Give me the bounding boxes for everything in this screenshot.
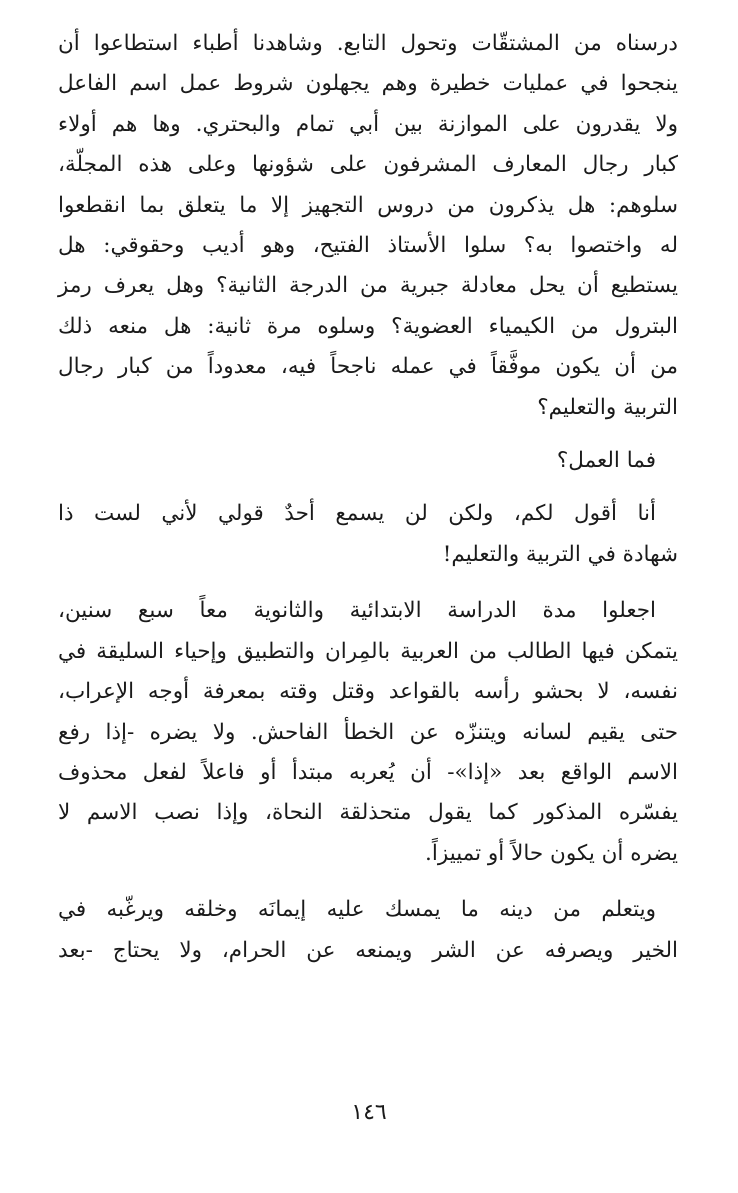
text-line: البترول من الكيمياء العضوية؟ وسلوه مرة ثانية: هل منعه ذلك [58,313,678,339]
text-line: الاسم الواقع بعد «إذا»- أن يُعربه مبتدأ أو فاعلاً لفعل محذوف [58,759,678,785]
text-line: شهادة في التربية والتعليم! [442,541,678,567]
paragraph-4 [58,591,678,874]
text-line: ويتعلم من دينه ما يمسك عليه إيمانَه وخلقه ويرغّبه في [58,897,656,923]
text-line: من أن يكون موفَّقاً في عمله ناجحاً فيه، معدوداً من كبار رجال [58,354,678,380]
text-line: يتمكن فيها الطالب من العربية بالمِران والتطبيق وإحياء السليقة في [58,638,678,664]
text-line: يضره أن يكون حالاً أو تمييزاً. [425,840,678,866]
text-line: نفسه، لا بحشو رأسه بالقواعد وقتل وقته بمعرفة أوجه الإعراب، [58,679,678,705]
paragraph-3 [58,494,678,575]
paragraph-5 [58,890,678,971]
text-line: يستطيع أن يحل معادلة جبرية من الدرجة الثانية؟ وهل يعرف رمز [58,273,678,299]
text-line: حتى يقيم لسانه ويتنزّه عن الخطأ الفاحش. ولا يضره -إذا رفع [58,719,678,745]
page-number: ١٤٦ [351,1100,387,1125]
paragraph-gap [58,874,678,890]
text-line: ينجحوا في عمليات خطيرة وهم يجهلون شروط عمل اسم الفاعل [58,71,678,97]
paragraph-gap [58,575,678,591]
text-line: التربية والتعليم؟ [537,394,678,420]
text-line: سلوهم: هل يذكرون من دروس التجهيز إلا ما يتعلق بما انقطعوا [58,192,678,218]
text-line: كبار رجال المعارف المشرفون على شؤونها وعلى هذه المجلّة، [58,152,678,178]
paragraph-gap [58,428,678,441]
text-line: الخير ويصرفه عن الشر ويمنعه عن الحرام، ولا يحتاج -بعد [58,937,678,963]
text-line: فما العمل؟ [556,448,656,474]
text-line: ولا يقدرون على الموازنة بين أبي تمام والبحتري. وها هم أولاء [58,111,678,137]
text-line: يفسّره المذكور كما يقول متحذلقة النحاة، وإذا نصب الاسم لا [58,800,678,826]
text-line: اجعلوا مدة الدراسة الابتدائية والثانوية معاً سبع سنين، [58,598,656,624]
text-line: درسناه من المشتقّات وتحول التابع. وشاهدنا أطباء استطاعوا أن [58,31,678,56]
paragraph-2 [58,441,678,481]
text-line: له واختصوا به؟ سلوا الأستاذ الفتيح، وهو أديب وحقوقي: هل [58,233,678,259]
text-line: أنا أقول لكم، ولكن لن يسمع أحدٌ قولي لأني لست ذا [58,501,656,527]
paragraph-gap [58,481,678,494]
paragraph-1 [58,24,678,428]
